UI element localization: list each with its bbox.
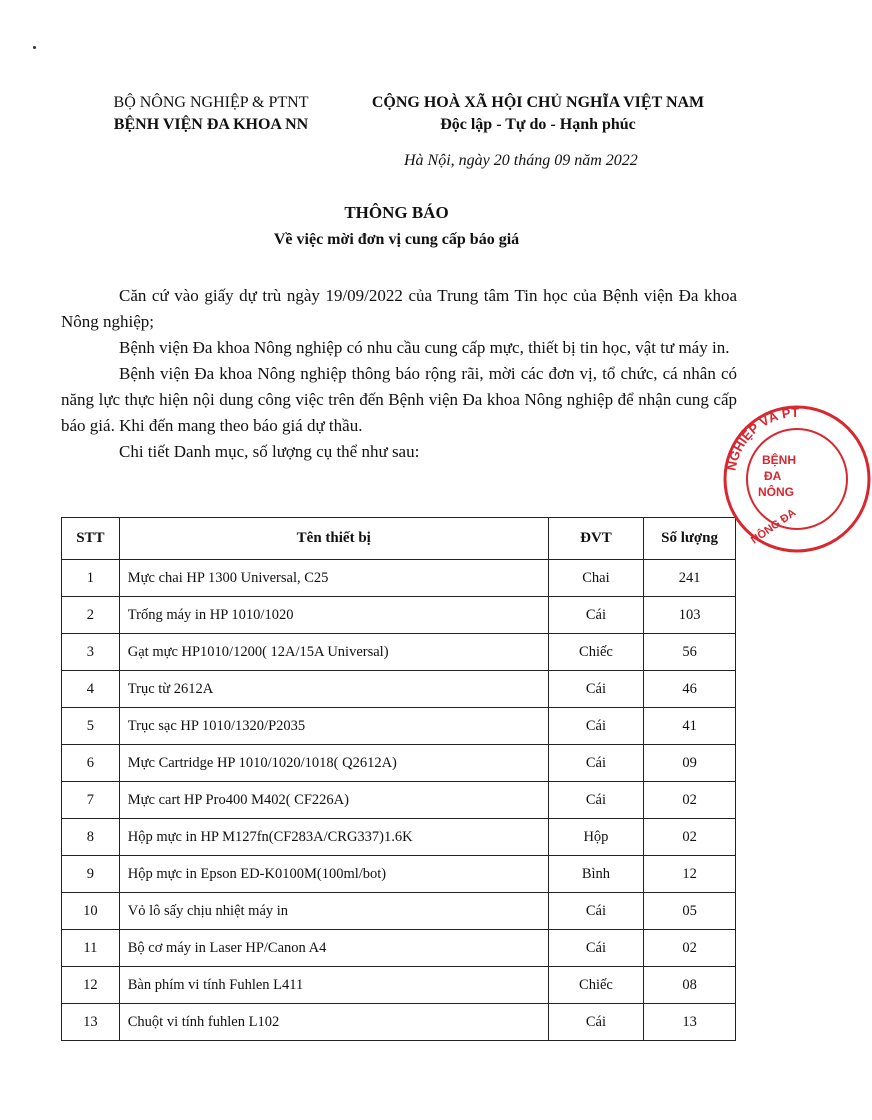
cell-unit: Chai (548, 560, 643, 597)
table-row (62, 856, 736, 893)
cell-name: Hộp mực in Epson ED-K0100M(100ml/bot) (119, 856, 548, 893)
cell-name: Bộ cơ máy in Laser HP/Canon A4 (119, 930, 548, 967)
cell-unit: Cái (548, 930, 643, 967)
cell-name: Trống máy in HP 1010/1020 (119, 597, 548, 634)
date-line: Hà Nội, ngày 20 tháng 09 năm 2022 (404, 152, 638, 169)
stamp-line-1: BỆNH (762, 453, 797, 467)
cell-unit: Cái (548, 782, 643, 819)
official-stamp (722, 404, 872, 554)
stamp-bottom-text: NÔNG ĐA (748, 506, 799, 547)
table-row (62, 745, 736, 782)
cell-stt: 3 (62, 634, 120, 671)
cell-qty: 02 (644, 819, 736, 856)
cell-name: Bàn phím vi tính Fuhlen L411 (119, 967, 548, 1004)
cell-qty: 08 (644, 967, 736, 1004)
table-row (62, 597, 736, 634)
equipment-table (61, 517, 736, 1041)
national-header (338, 92, 738, 136)
cell-qty: 09 (644, 745, 736, 782)
cell-unit: Cái (548, 671, 643, 708)
table-row (62, 893, 736, 930)
header-qty: Số lượng (644, 518, 736, 560)
cell-name: Hộp mực in HP M127fn(CF283A/CRG337)1.6K (119, 819, 548, 856)
table-row (62, 819, 736, 856)
table-header-row (62, 518, 736, 560)
paragraph-need: Bệnh viện Đa khoa Nông nghiệp có nhu cầu cung cấp mực, thiết bị tin học, vật tư máy in. (119, 338, 730, 357)
cell-name: Trục từ 2612A (119, 671, 548, 708)
cell-name: Mực Cartridge HP 1010/1020/1018( Q2612A) (119, 745, 548, 782)
table-row (62, 1004, 736, 1041)
cell-unit: Bình (548, 856, 643, 893)
header-unit: ĐVT (548, 518, 643, 560)
cell-name: Vỏ lô sấy chịu nhiệt máy in (119, 893, 548, 930)
cell-unit: Chiếc (548, 967, 643, 1004)
cell-stt: 10 (62, 893, 120, 930)
ministry-name: BỘ NÔNG NGHIỆP & PTNT (113, 94, 309, 111)
cell-qty: 46 (644, 671, 736, 708)
document-title: THÔNG BÁO (344, 203, 449, 222)
cell-qty: 12 (644, 856, 736, 893)
nation-name: CỘNG HOÀ XÃ HỘI CHỦ NGHĨA VIỆT NAM (371, 94, 705, 111)
cell-qty: 103 (644, 597, 736, 634)
cell-stt: 4 (62, 671, 120, 708)
header-name: Tên thiết bị (119, 518, 548, 560)
cell-stt: 7 (62, 782, 120, 819)
cell-stt: 8 (62, 819, 120, 856)
national-motto: Độc lập - Tự do - Hạnh phúc (440, 116, 636, 133)
scan-mark (33, 46, 36, 49)
hospital-name: BỆNH VIỆN ĐA KHOA NN (113, 116, 309, 133)
cell-stt: 11 (62, 930, 120, 967)
cell-qty: 56 (644, 634, 736, 671)
cell-name: Mực chai HP 1300 Universal, C25 (119, 560, 548, 597)
header-stt: STT (62, 518, 120, 560)
cell-qty: 02 (644, 782, 736, 819)
cell-unit: Cái (548, 893, 643, 930)
cell-qty: 02 (644, 930, 736, 967)
cell-qty: 41 (644, 708, 736, 745)
stamp-ring-text: NGHIỆP VÀ PT (723, 404, 800, 472)
cell-unit: Cái (548, 1004, 643, 1041)
cell-unit: Chiếc (548, 634, 643, 671)
cell-stt: 13 (62, 1004, 120, 1041)
stamp-inner-ring (747, 429, 847, 529)
cell-unit: Cái (548, 597, 643, 634)
cell-name: Trục sạc HP 1010/1320/P2035 (119, 708, 548, 745)
cell-stt: 5 (62, 708, 120, 745)
paragraph-basis: Căn cứ vào giấy dự trù ngày 19/09/2022 của Trung tâm Tin học của Bệnh viện Đa khoa Nông nghiệp; (61, 286, 737, 331)
table-row (62, 967, 736, 1004)
table-row (62, 634, 736, 671)
cell-name: Gạt mực HP1010/1200( 12A/15A Universal) (119, 634, 548, 671)
cell-stt: 9 (62, 856, 120, 893)
cell-stt: 2 (62, 597, 120, 634)
table-row (62, 782, 736, 819)
cell-stt: 12 (62, 967, 120, 1004)
issuing-agency (80, 92, 342, 136)
cell-qty: 241 (644, 560, 736, 597)
cell-stt: 1 (62, 560, 120, 597)
paragraph-invitation: Bệnh viện Đa khoa Nông nghiệp thông báo rộng rãi, mời các đơn vị, tổ chức, cá nhân có năng lực thực hiện nội dung công việc trên đến Bệnh viện Đa khoa Nông nghiệp để nhận cung cấp báo giá. Khi đến mang theo báo giá dự thầu. (61, 364, 737, 435)
paragraph-details-intro: Chi tiết Danh mục, số lượng cụ thể như sau: (119, 442, 420, 461)
stamp-line-2: ĐA (764, 469, 782, 483)
cell-name: Chuột vi tính fuhlen L102 (119, 1004, 548, 1041)
table-row (62, 671, 736, 708)
table-row (62, 930, 736, 967)
cell-qty: 13 (644, 1004, 736, 1041)
cell-name: Mực cart HP Pro400 M402( CF226A) (119, 782, 548, 819)
cell-stt: 6 (62, 745, 120, 782)
cell-unit: Cái (548, 745, 643, 782)
stamp-line-3: NÔNG (758, 485, 794, 499)
document-subtitle: Về việc mời đơn vị cung cấp báo giá (273, 231, 520, 248)
table-row (62, 560, 736, 597)
cell-unit: Hộp (548, 819, 643, 856)
cell-unit: Cái (548, 708, 643, 745)
table-row (62, 708, 736, 745)
notice-body (61, 283, 737, 465)
cell-qty: 05 (644, 893, 736, 930)
